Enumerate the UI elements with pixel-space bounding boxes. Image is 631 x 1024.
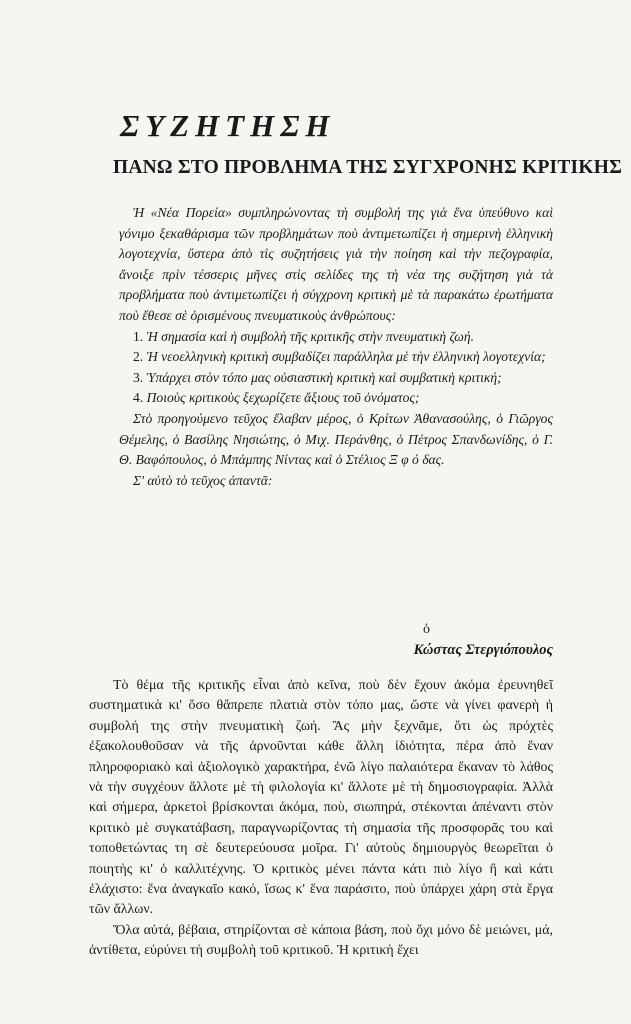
- question-item: [119, 347, 553, 368]
- article-body: [89, 676, 553, 962]
- author-name: Κώστας Στεργιόπουλος: [413, 642, 553, 658]
- author-article: ὁ: [423, 622, 430, 637]
- question-number: 1.: [133, 328, 144, 344]
- question-item: [119, 368, 553, 389]
- question-text: Ἡ νεοελληνικὴ κριτικὴ συμβαδίζει παράλληλα μὲ τὴν ἑλληνικὴ λογοτεχνία;: [146, 349, 546, 365]
- question-text: Ὑπάρχει στὸν τόπο μας οὐσιαστικὴ κριτικὴ καὶ συμβατικὴ κριτική;: [146, 369, 502, 385]
- question-number: 4.: [133, 390, 144, 406]
- intro-paragraph: Ἡ «Νέα Πορεία» συμπληρώνοντας τὴ συμβολή της γιὰ ἕνα ὑπεύθυνο καὶ γόνιμο ξεκαθάρισμα τῶν προβλημάτων ποὺ ἀντιμετωπίζει ἡ σημερινὴ ἑλληνικὴ λογοτεχνία, ὕστερα ἀπὸ τὶς συζητήσεις γιὰ τὴν ποίηση καὶ τὴν πεζογραφία, ἄνοιξε πρὶν τέσσερις μῆνες στὶς σελίδες της τὴ νέα της συζήτηση γιὰ τὰ προβλήματα ποὺ ἀντιμετωπίζει ἡ σύγχρονη κριτικὴ μὲ τὰ παρακάτω ἐρωτήματα ποὺ ἔθεσε σὲ ὁρισμένους πνευματικοὺς ἀνθρώπους:: [119, 205, 553, 323]
- page-subtitle: ΠΑΝΩ ΣΤΟ ΠΡΟΒΛΗΜΑ ΤΗΣ ΣΥΓΧΡΟΝΗΣ ΚΡΙΤΙΚΗΣ: [113, 157, 623, 178]
- question-text: Ἡ σημασία καὶ ἡ συμβολὴ τῆς κριτικῆς στὴν πνευματικὴ ζωή.: [146, 328, 475, 344]
- question-item: [119, 327, 553, 348]
- body-paragraph: Ὅλα αὐτά, βέβαια, στηρίζονται σὲ κάποια βάση, ποὺ ὄχι μόνο δὲ μειώνει, μά, ἀντίθετα, εὐρύνει τὴ συμβολὴ τοῦ κριτικοῦ. Ἡ κριτικὴ ἔχει: [89, 922, 553, 959]
- question-number: 2.: [133, 349, 144, 365]
- previous-participants: Στὸ προηγούμενο τεῦχος ἔλαβαν μέρος, ὁ Κρίτων Ἀθανασούλης, ὁ Γιῶργος Θέμελης, ὁ Βασίλης Νησιώτης, ὁ Μιχ. Περάνθης, ὁ Πέτρος Σπανδωνίδης, ὁ Γ. Θ. Βαφόπουλος, ὁ Μπάμπης Νίντας καὶ ὁ Στέλιος Ξ φ ό δας.: [119, 410, 553, 468]
- intro-block: [119, 203, 553, 491]
- body-paragraph: Τὸ θέμα τῆς κριτικῆς εἶναι ἀπὸ κεῖνα, ποὺ δὲν ἔχουν ἀκόμα ἐρευνηθεῖ συστηματικὰ κι' ὅσο θἄπρεπε πλατιὰ στὸν τόπο μας, ὥστε νὰ γίνει φανερὴ ἡ συμβολή της στὴν πνευματικὴ ζωή. Ἂς μὴν ξεχνᾶμε, ὅτι ὡς πρόχτὲς ἐξακολουθοῦσαν νὰ τῆς ἀρνοῦνται κάθε ἄλλη ἰδιότητα, πέρα ἀπὸ ἕναν πληροφοριακὸ καὶ ἀξιολογικὸ χαρακτήρα, ἐνῶ λίγο παλαιότερα ἔκαναν τὸ λάθος νὰ τὴν συγχέουν ἄλλοτε μὲ τὴ φιλολογία κι' ἄλλοτε μὲ τὴ δημοσιογραφία. Ἀλλὰ καὶ σήμερα, ἀρκετοὶ βρίσκονται ἀκόμα, ποὺ, σιωπηρά, στέκονται ἀπέναντι στὸν κριτικὸ μὲ συγκατάβαση, παραγνωρίζοντας τὴ σημασία τῆς προσφορᾶς του καὶ τοποθετώντας τη σὲ δευτερεύουσα μοῖρα. Γι' αὐτοὺς δημιουργὸς θεωρεῖται ὁ ποιητὴς κι' ὁ καλλιτέχνης. Ὁ κριτικὸς μένει πάντα κάτι πιὸ λίγο ἢ καὶ κάτι ἐλάχιστο: ἕνα ἀναγκαῖο κακό, ἴσως κ' ἕνα παράσιτο, ποὺ ὑπάρχει χάρη στὰ ἔργα τῶν ἄλλων.: [89, 678, 553, 918]
- question-item: [119, 388, 553, 409]
- author-block: [300, 620, 553, 660]
- lead-line: Σ' αὐτὸ τὸ τεῦχος ἀπαντᾶ:: [133, 472, 273, 488]
- page-title: ΣΥΖΗΤΗΣΗ: [120, 108, 336, 143]
- question-number: 3.: [133, 369, 144, 385]
- question-text: Ποιοὺς κριτικοὺς ξεχωρίζετε ἄξιους τοῦ ὀνόματος;: [146, 390, 420, 406]
